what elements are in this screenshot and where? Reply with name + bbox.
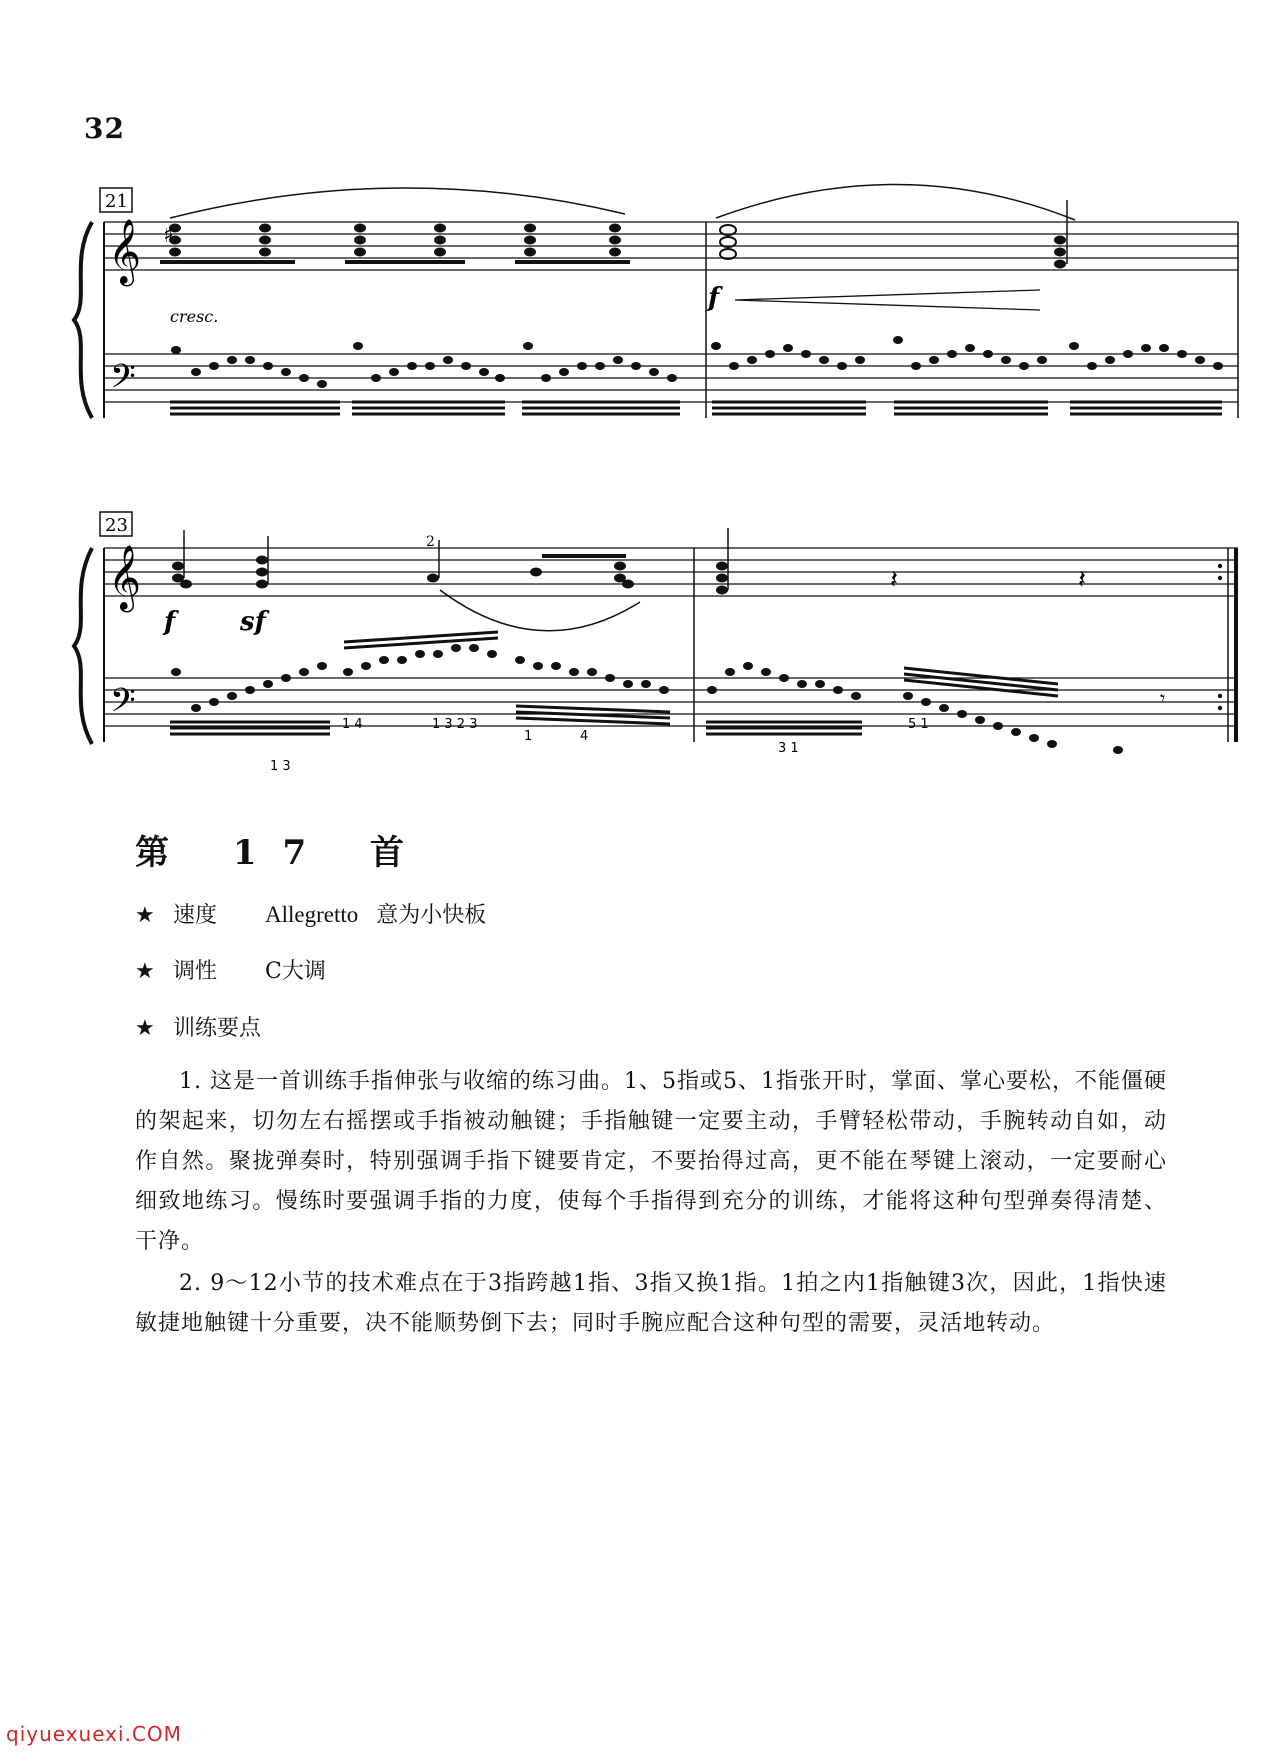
final-repeat-barline bbox=[1218, 548, 1236, 742]
info-value: C大调 bbox=[265, 959, 326, 984]
star-icon: ★ bbox=[135, 1016, 155, 1041]
info-row-key bbox=[135, 954, 326, 985]
diminuendo-hairpin bbox=[735, 290, 1040, 310]
treble-chord-measure-22 bbox=[720, 225, 736, 259]
treble-clef: 𝄞 bbox=[108, 545, 142, 610]
bass-staff bbox=[104, 678, 1238, 726]
measure-number: 23 bbox=[105, 515, 128, 536]
fingering: 1 4 bbox=[342, 717, 363, 732]
info-label: 调性 bbox=[173, 959, 218, 984]
fingering: 1 bbox=[524, 729, 533, 744]
page-number: 32 bbox=[84, 112, 125, 145]
bass-clef: 𝄢 bbox=[110, 358, 136, 404]
grand-staff-brace bbox=[74, 548, 92, 744]
slur bbox=[170, 188, 625, 218]
quarter-rest: 𝄽 bbox=[1078, 565, 1086, 595]
bass-beams-system-1 bbox=[170, 402, 1222, 414]
slur bbox=[716, 184, 1075, 220]
bass-notes-system-2 bbox=[171, 644, 1123, 754]
info-label: 训练要点 bbox=[173, 1016, 262, 1041]
watermark: qiyuexuexi.COM bbox=[6, 1722, 182, 1746]
info-value-latin: Allegretto bbox=[265, 902, 359, 927]
fingering: 5 1 bbox=[908, 717, 929, 732]
dynamic-forte: f bbox=[708, 283, 720, 313]
dynamic-sforzando: sf bbox=[240, 607, 266, 637]
measure-number: 21 bbox=[105, 191, 128, 212]
system-2 bbox=[74, 512, 1238, 774]
fingering: 1 3 2 3 bbox=[432, 717, 478, 732]
dynamic-forte: f bbox=[164, 607, 176, 637]
paragraph: 2. 9～12小节的技术难点在于3指跨越1指、3指又换1指。1拍之内1指触键3次，因此，1指快速敏捷地触键十分重要，决不能顺势倒下去；同时手腕应配合这种句型的需要，灵活地转动。 bbox=[135, 1271, 1167, 1336]
star-icon: ★ bbox=[135, 959, 155, 984]
paragraph: 1. 这是一首训练手指伸张与收缩的练习曲。1、5指或5、1指张开时，掌面、掌心要松，不能僵硬的架起来，切勿左右摇摆或手指被动触键；手指触键一定要主动，手臂轻松带动，手腕转动自如，动作自然。聚拢弹奏时，特别强调手指下键要肯定，不要抬得过高，更不能在琴键上滚动，一定要耐心细致地练习。慢练时要强调手指的力度，使每个手指得到充分的训练，才能将这种句型弹奏得清楚、干净。 bbox=[135, 1069, 1167, 1254]
treble-staff bbox=[104, 548, 1238, 596]
dynamic-cresc: cresc. bbox=[170, 307, 219, 326]
fingering: 1 3 bbox=[270, 759, 291, 774]
treble-chords bbox=[169, 224, 621, 257]
treble-chord-2 bbox=[1054, 236, 1066, 269]
bass-notes-system-1 bbox=[171, 336, 1223, 388]
treble-clef: 𝄞 bbox=[108, 219, 142, 284]
grand-staff-brace bbox=[74, 222, 92, 418]
bass-clef: 𝄢 bbox=[110, 682, 136, 728]
star-icon: ★ bbox=[135, 903, 155, 928]
section-title: 第 17 首 bbox=[135, 833, 430, 873]
sharp-sign: ♯ bbox=[163, 223, 174, 248]
info-row-training-points bbox=[135, 1011, 265, 1042]
quarter-rest: 𝄽 bbox=[890, 565, 898, 595]
info-label: 速度 bbox=[173, 903, 218, 928]
treble-notes-system-2 bbox=[172, 556, 728, 595]
music-score bbox=[0, 0, 1272, 780]
info-row-tempo bbox=[135, 898, 486, 929]
fingering: 4 bbox=[580, 729, 589, 744]
fingering: 3 1 bbox=[778, 741, 799, 756]
eighth-rest: 𝄾 bbox=[1160, 686, 1166, 710]
fingering-upper: 2 bbox=[426, 534, 435, 550]
info-value: 意为小快板 bbox=[376, 903, 487, 928]
system-1 bbox=[74, 184, 1238, 418]
